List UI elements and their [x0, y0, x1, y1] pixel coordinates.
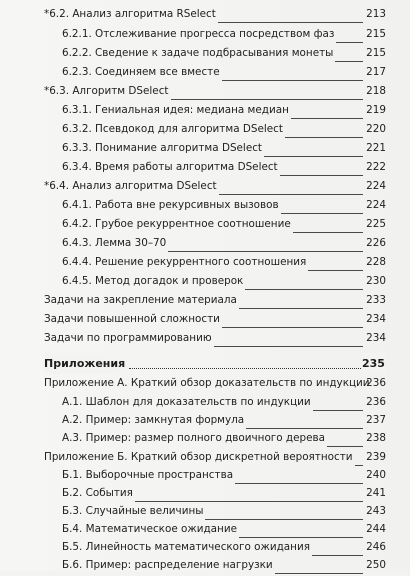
toc-section-heading	[0, 353, 410, 374]
toc-entry-rule	[129, 368, 363, 369]
toc-entry-title: 6.4.3. Лемма 30–70	[62, 237, 167, 249]
toc-entry-title: Задачи на закрепление материала	[44, 294, 237, 306]
toc-entry-page: 222	[366, 161, 386, 173]
toc-entry-title: *6.3. Алгоритм DSelect	[44, 85, 169, 97]
toc-entry-page: 225	[366, 218, 386, 230]
toc-entry-page: 220	[366, 123, 386, 135]
toc-entry	[0, 24, 410, 45]
toc-entry-page: 238	[366, 432, 386, 444]
toc-entry-page: 234	[366, 313, 386, 325]
toc-entry	[0, 81, 410, 102]
toc-entry-title: 6.3.3. Понимание алгоритма DSelect	[62, 142, 262, 154]
toc-entry	[0, 100, 410, 121]
toc-entry-page: 224	[366, 180, 386, 192]
toc-section-page: 235	[362, 353, 386, 374]
toc-entry	[0, 119, 410, 140]
toc-entry	[0, 290, 410, 311]
toc-entry-title: А.2. Пример: замкнутая формула	[62, 414, 245, 426]
toc-entry-rule	[214, 346, 363, 347]
toc-entry-page: 243	[366, 505, 386, 517]
toc-entry-title: Б.4. Математическое ожидание	[62, 523, 237, 535]
toc-entry-page: 217	[366, 66, 386, 78]
toc-entry-title: 6.2.2. Сведение к задаче подбрасывания монеты	[62, 47, 334, 59]
toc-entry-title: Б.2. События	[62, 487, 133, 499]
toc-entry	[0, 309, 410, 330]
toc-entry-page: 228	[366, 256, 386, 268]
toc-entry-title: Задачи по программированию	[44, 332, 212, 344]
toc-entry	[0, 328, 410, 349]
toc-entry-page: 244	[366, 523, 386, 535]
toc-entry-title: А.1. Шаблон для доказательств по индукции	[62, 396, 311, 408]
toc-entry-page: 234	[366, 332, 386, 344]
toc-entry	[0, 195, 410, 216]
toc-entry	[0, 428, 410, 449]
toc-entry	[0, 157, 410, 178]
toc-entry-page: 236	[366, 396, 386, 408]
toc-entry-title: Приложение Б. Краткий обзор дискретной вероятности	[44, 451, 353, 463]
toc-entry-title: *6.2. Анализ алгоритма RSelect	[44, 8, 216, 20]
toc-entry-title: 6.3.2. Псевдокод для алгоритма DSelect	[62, 123, 283, 135]
toc-entry-page: 230	[366, 275, 386, 287]
toc-entry-title: Б.1. Выборочные пространства	[62, 469, 234, 481]
toc-entry-title: 6.4.5. Метод догадок и проверок	[62, 275, 244, 287]
toc-entry-title: 6.4.4. Решение рекуррентного соотношения	[62, 256, 307, 268]
toc-entry	[0, 373, 410, 394]
toc-entry-title: Б.5. Линейность математического ожидания	[62, 541, 310, 553]
toc-entry-title: Задачи повышенной сложности	[44, 313, 220, 325]
toc-entry	[0, 233, 410, 254]
toc-entry-page: 237	[366, 414, 386, 426]
toc-entry-page: 224	[366, 199, 386, 211]
toc-entry-title: 6.2.3. Соединяем все вместе	[62, 66, 220, 78]
toc-entry-rule	[275, 573, 363, 574]
toc-entry	[0, 176, 410, 197]
toc-entry-title: 6.4.1. Работа вне рекурсивных вызовов	[62, 199, 279, 211]
toc-entry-page: 236	[366, 377, 386, 389]
toc-entry-page: 221	[366, 142, 386, 154]
toc-entry-page: 246	[366, 541, 386, 553]
toc-entry	[0, 4, 410, 25]
toc-entry	[0, 138, 410, 159]
toc-entry-rule	[218, 22, 363, 23]
toc-section-title: Приложения	[44, 353, 127, 374]
toc-entry-page: 241	[366, 487, 386, 499]
toc-entry-page: 240	[366, 469, 386, 481]
toc-entry-page: 215	[366, 47, 386, 59]
toc-entry-page: 226	[366, 237, 386, 249]
toc-entry	[0, 555, 410, 576]
toc-entry-title: Приложение А. Краткий обзор доказательств по индукции	[44, 377, 370, 389]
toc-entry-title: 6.2.1. Отслеживание прогресса посредством фаз	[62, 28, 335, 40]
toc-entry-page: 213	[366, 8, 386, 20]
toc-entry-title: 6.3.1. Гениальная идея: медиана медиан	[62, 104, 289, 116]
toc-entry	[0, 214, 410, 235]
toc-entry-page: 219	[366, 104, 386, 116]
toc-entry-page: 239	[366, 451, 386, 463]
toc-entry-page: 218	[366, 85, 386, 97]
toc-entry-page: 250	[366, 559, 386, 571]
toc-entry-page: 215	[366, 28, 386, 40]
toc-entry-title: 6.3.4. Время работы алгоритма DSelect	[62, 161, 278, 173]
toc-entry-title: *6.4. Анализ алгоритма DSelect	[44, 180, 217, 192]
toc-entry-title: А.3. Пример: размер полного двоичного дерева	[62, 432, 325, 444]
toc-entry-title: Б.3. Случайные величины	[62, 505, 204, 517]
toc-entry	[0, 62, 410, 83]
toc-entry	[0, 43, 410, 64]
toc-entry-title: 6.4.2. Грубое рекуррентное соотношение	[62, 218, 291, 230]
toc-entry	[0, 271, 410, 292]
toc-entry	[0, 252, 410, 273]
toc-entry-title: Б.6. Пример: распределение нагрузки	[62, 559, 273, 571]
toc-entry-page: 233	[366, 294, 386, 306]
